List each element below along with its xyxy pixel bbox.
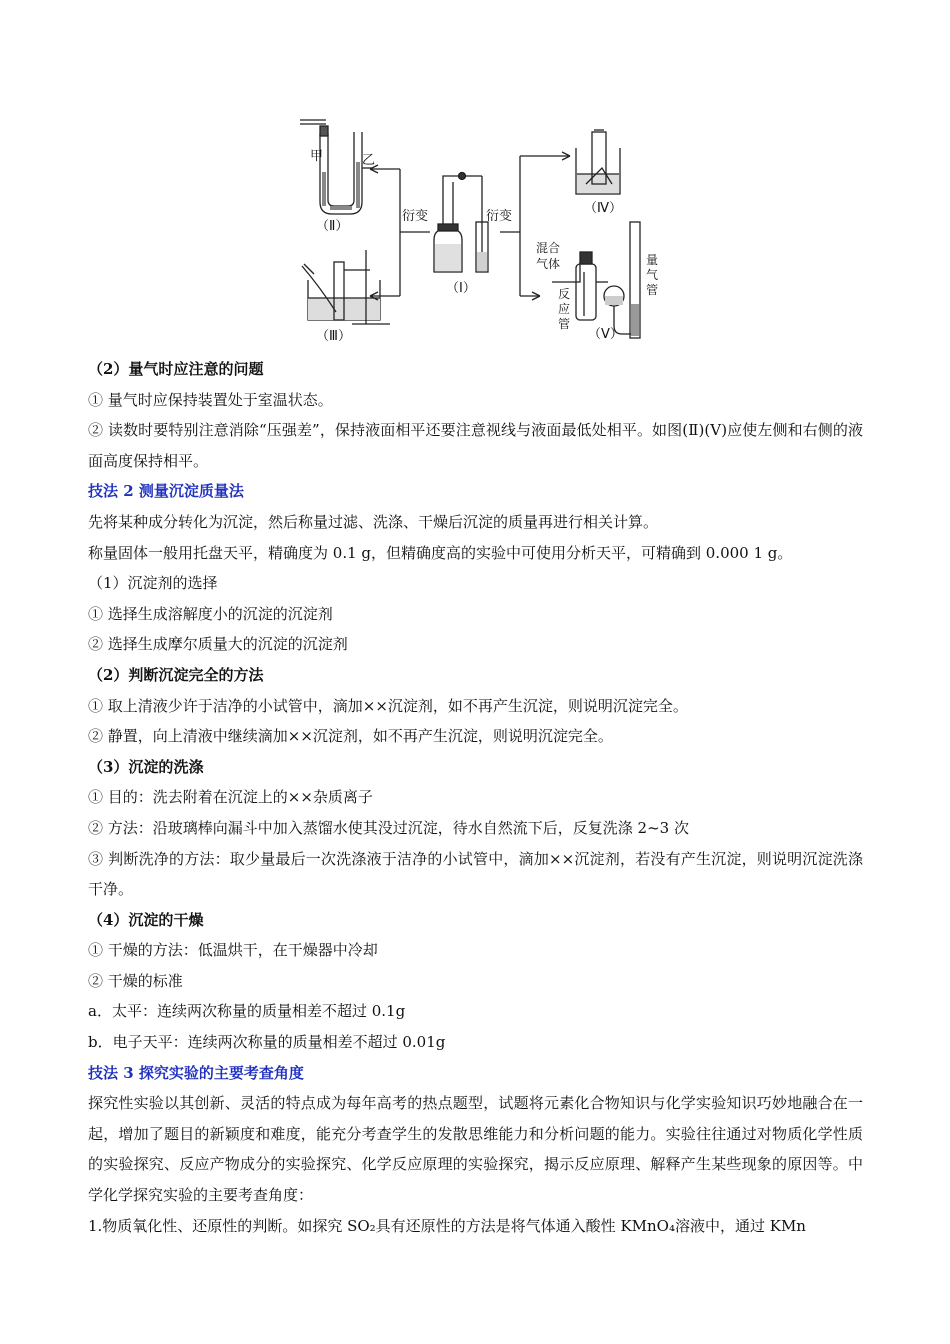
list-item: a．太平：连续两次称量的质量相差不超过 0.1g [88,1002,406,1021]
document-body [88,354,863,1241]
label-jia: 甲 [310,149,324,164]
apparatus-diagram [290,112,690,352]
label-reaction-1: 反 [558,287,571,301]
paragraph: ① 量气时应保持装置处于室温状态。 [88,390,333,409]
label-yi: 乙 [362,153,376,168]
label-app-iii: （Ⅲ） [316,329,351,344]
list-item: ② 方法：沿玻璃棒向漏斗中加入蒸馏水使其没过沉淀，待水自然流下后，反复洗涤 2~3 次 [88,818,689,837]
label-reaction-2: 应 [558,302,571,316]
connector-right [500,152,570,300]
apparatus-figure [290,112,690,352]
subsection-heading: （3）沉淀的洗涤 [88,757,204,776]
label-app-v: （Ⅴ） [588,327,623,342]
label-app-ii: （Ⅱ） [316,219,349,234]
label-derive-left: 衍变 [402,209,429,224]
label-reaction-3: 管 [558,317,571,331]
list-item: ② 干燥的标准 [88,971,183,990]
list-item: ① 干燥的方法：低温烘干，在干燥器中冷却 [88,941,378,960]
connector-left [370,165,430,300]
paragraph: 先将某种成分转化为沉淀，然后称量过滤、洗涤、干燥后沉淀的质量再进行相关计算。 [88,512,659,531]
list-item: ③ 判断洗净的方法：取少量最后一次洗涤液于洁净的小试管中，滴加××沉淀剂，若没有产生沉淀，则说明沉淀洗涤干净。 [88,849,863,899]
list-item: ① 目的：洗去附着在沉淀上的××杂质离子 [88,788,373,807]
paragraph: 探究性实验以其创新、灵活的特点成为每年高考的热点题型，试题将元素化合物知识与化学实验知识巧妙地融合在一起，增加了题目的新颖度和难度，能充分考查学生的发散思维能力和分析问题的能力。实验往往通过对物质化学性质的实验探究、反应产物成分的实验探究、化学反应原理的实验探究，揭示反应原理、解释产生某些现象的原因等。中学化学探究实验的主要考查角度： [88,1094,863,1205]
list-item: b．电子天平：连续两次称量的质量相差不超过 0.01g [88,1033,446,1052]
list-item: ① 取上清液少许于洁净的小试管中，滴加××沉淀剂，如不再产生沉淀，则说明沉淀完全。 [88,696,688,715]
label-meter-3: 管 [646,283,659,297]
apparatus-iv [576,130,620,194]
section-heading-gas-measure: （2）量气时应注意的问题 [88,360,264,378]
label-meter-1: 量 [646,253,659,267]
paragraph: 1.物质氧化性、还原性的判断。如探究 SO₂具有还原性的方法是将气体通入酸性 KMnO₄溶液中，通过 KMn [88,1216,806,1235]
subsection-heading: （2）判断沉淀完全的方法 [88,665,264,684]
paragraph: ② 读数时要特别注意消除“压强差”，保持液面相平还要注意视线与液面最低处相平。如图(Ⅱ)(Ⅴ)应使左侧和右侧的液面高度保持相平。 [88,421,863,470]
label-app-iv: （Ⅳ） [584,201,622,216]
apparatus-iii [302,250,390,324]
subsection-heading: （4）沉淀的干燥 [88,910,204,929]
technique-2-title: 技法 2 测量沉淀质量法 [88,482,244,501]
subsection-heading: （1）沉淀剂的选择 [88,574,218,593]
paragraph: 称量固体一般用托盘天平，精确度为 0.1 g，但精确度高的实验中可使用分析天平，可精确到 0.000 1 g。 [88,543,793,562]
list-item: ② 静置，向上清液中继续滴加××沉淀剂，如不再产生沉淀，则说明沉淀完全。 [88,727,613,746]
label-mixed-gas-1: 混合 [536,241,561,255]
list-item: ② 选择生成摩尔质量大的沉淀的沉淀剂 [88,635,348,654]
label-derive-right: 衍变 [486,209,513,224]
label-mixed-gas-2: 气体 [536,257,561,271]
technique-3-title: 技法 3 探究实验的主要考查角度 [88,1063,304,1082]
apparatus-i [434,173,488,273]
list-item: ① 选择生成溶解度小的沉淀的沉淀剂 [88,604,333,623]
label-app-i: （Ⅰ） [446,281,476,296]
label-meter-2: 气 [646,268,659,282]
